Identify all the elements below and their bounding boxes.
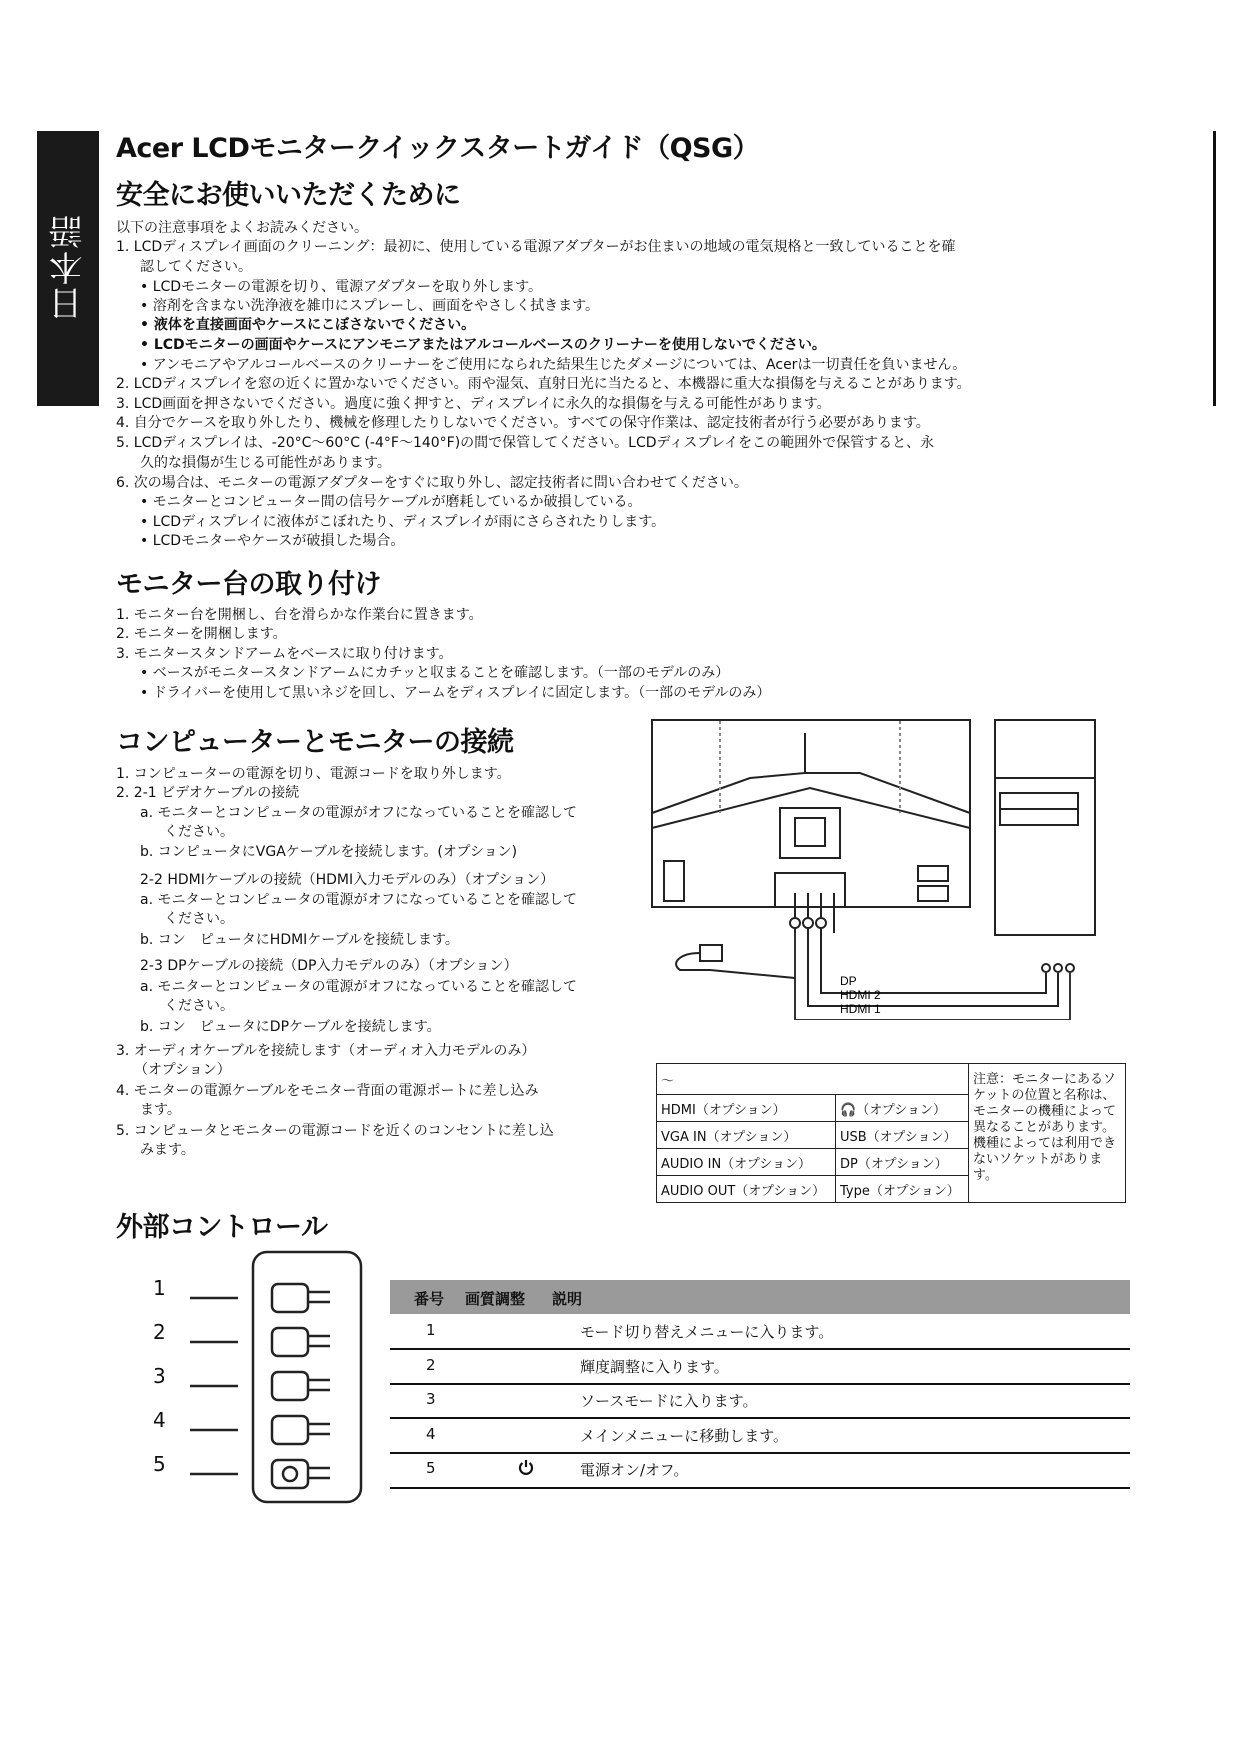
table-cell: DP（オプション） (836, 1149, 969, 1176)
list-item: 1. コンピューターの電源を切り、電源コードを取り外します。 (116, 766, 511, 782)
list-item: 3. LCD画面を押さないでください。過度に強く押すと、ディスプレイに永久的な損傷を与える可能性があります。 (116, 396, 831, 412)
button-number: 1 (153, 1276, 166, 1300)
list-item: 久的な損傷が生じる可能性があります。 (140, 455, 391, 471)
controls-heading: 外部コントロール (116, 1212, 328, 1243)
list-item: 2-2 HDMIケーブルの接続（HDMI入力モデルのみ）（オプション） (140, 872, 555, 888)
row-number: 3 (426, 1390, 436, 1408)
row-divider (390, 1417, 1130, 1419)
page-title: Acer LCDモニタークイックスタートガイド（QSG） (116, 133, 760, 164)
table-cell: 🎧（オプション） (836, 1095, 969, 1122)
list-item: • LCDモニターの電源を切り、電源アダプターを取り外します。 (140, 279, 542, 295)
list-item: 2. モニターを開梱します。 (116, 626, 287, 642)
row-number: 2 (426, 1356, 436, 1374)
button-number: 5 (153, 1452, 166, 1476)
list-item: a. モニターとコンピュータの電源がオフになっていることを確認して (140, 892, 578, 908)
power-adapter (700, 945, 722, 961)
socket-note: 注意：モニターにあるソケットの位置と名称は、モニターの機種によって異なることがあります。機種によっては利用できないソケットがあります。 (969, 1064, 1126, 1203)
table-cell: VGA IN（オプション） (657, 1122, 836, 1149)
pc-tower (995, 720, 1095, 935)
row-number: 5 (426, 1459, 436, 1477)
list-item: • アンモニアやアルコールベースのクリーナーをご使用になられた結果生じたダメージについては、Acerは一切責任を負いません。 (140, 357, 967, 373)
list-item: b. コンピュータにVGAケーブルを接続します。(オプション) (140, 844, 518, 860)
monitor-back-outline (652, 720, 970, 907)
list-item: 認してください。 (140, 259, 252, 275)
table-cell: AUDIO IN（オプション） (657, 1149, 836, 1176)
list-item: 3. オーディオケーブルを接続します（オーディオ入力モデルのみ） (116, 1043, 536, 1059)
cables (795, 893, 834, 963)
row-divider (390, 1348, 1130, 1350)
list-item: 2. LCDディスプレイを窓の近くに置かないでください。雨や湿気、直射日光に当たると、本機器に重大な損傷を与えることがあります。 (116, 376, 971, 392)
monitor-stand-lines (652, 733, 970, 813)
row-divider (390, 1383, 1130, 1385)
safety-intro: 以下の注意事項をよくお読みください。 (116, 220, 368, 236)
list-item: 1. LCDディスプレイ画面のクリーニング：最初に、使用している電源アダプターがお住まいの地域の電気規格と一致していることを確 (116, 239, 956, 255)
button-panel-diagram (150, 1250, 365, 1505)
list-item: • モニターとコンピューター間の信号ケーブルが磨耗しているか破損している。 (140, 494, 642, 510)
right-divider (1213, 131, 1216, 406)
table-cell: Type（オプション） (836, 1176, 969, 1203)
list-item: ください。 (164, 998, 234, 1014)
stand-heading: モニター台の取り付け (116, 569, 381, 600)
list-item: • LCDモニターの画面やケースにアンモニアまたはアルコールベースのクリーナーを使用しないでください。 (140, 337, 826, 353)
socket-table (656, 1063, 1126, 1203)
list-item: みます。 (140, 1142, 195, 1158)
button-number: 2 (153, 1320, 166, 1344)
power-icon (518, 1459, 534, 1475)
list-item: ください。 (164, 824, 234, 840)
language-tab (37, 131, 99, 406)
list-item: 4. 自分でケースを取り外したり、機械を修理したりしないでください。すべての保守作業は、認定技術者が行う必要があります。 (116, 415, 930, 431)
row-description: モード切り替えメニューに入ります。 (580, 1323, 834, 1341)
row-description: 輝度調整に入ります。 (580, 1358, 729, 1376)
table-cell: AUDIO OUT（オプション） (657, 1176, 836, 1203)
list-item: ます。 (140, 1102, 181, 1118)
list-item: • ドライバーを使用して黒いネジを回し、アームをディスプレイに固定します。（一部のモデルのみ） (140, 685, 771, 701)
language-label: 日本語 (48, 213, 89, 321)
list-item: • 溶剤を含まない洗浄液を雑巾にスプレーし、画面をやさしく拭きます。 (140, 298, 600, 314)
list-item: 3. モニタースタンドアームをベースに取り付けます。 (116, 646, 453, 662)
table-cell: HDMI（オプション） (657, 1095, 836, 1122)
list-item: 5. LCDディスプレイは、-20°C～60°C (-4°F～140°F)の間で保管してください。LCDディスプレイをこの範囲外で保管すると、永 (116, 435, 935, 451)
list-item: • LCDディスプレイに液体がこぼれたり、ディスプレイが雨にさらされたりします。 (140, 514, 666, 530)
headphone-icon: 🎧 (840, 1102, 857, 1118)
button-number: 4 (153, 1408, 166, 1432)
list-item: • LCDモニターやケースが破損した場合。 (140, 533, 405, 549)
row-number: 4 (426, 1425, 436, 1443)
row-divider (390, 1452, 1130, 1454)
list-item: （オプション） (134, 1062, 231, 1078)
list-item: b. コン ピュータにHDMIケーブルを接続します。 (140, 932, 459, 948)
list-item: • ベースがモニタースタンドアームにカチッと収まることを確認します。（一部のモデルのみ） (140, 665, 730, 681)
label-hdmi1: HDMI 1 (840, 1002, 881, 1016)
connect-heading: コンピューターとモニターの接続 (116, 727, 514, 758)
safety-heading: 安全にお使いいただくために (116, 180, 461, 211)
list-item: ください。 (164, 911, 234, 927)
list-item: 6. 次の場合は、モニターの電源アダプターをすぐに取り外し、認定技術者に問い合わせてください。 (116, 475, 748, 491)
list-item: 2. 2-1 ビデオケーブルの接続 (116, 785, 300, 801)
list-item: b. コン ピュータにDPケーブルを接続します。 (140, 1019, 441, 1035)
row-description: メインメニューに移動します。 (580, 1427, 789, 1445)
list-item: a. モニターとコンピュータの電源がオフになっていることを確認して (140, 805, 578, 821)
list-item: 1. モニター台を開梱し、台を滑らかな作業台に置きます。 (116, 607, 483, 623)
button-block (664, 861, 684, 901)
connection-diagram (650, 718, 1125, 1020)
button-number: 3 (153, 1364, 166, 1388)
row-description: ソースモードに入ります。 (580, 1392, 758, 1410)
column-header: 画質調整 (465, 1290, 526, 1308)
column-header: 番号 (414, 1290, 445, 1308)
table-header-cell: ～ (657, 1064, 969, 1095)
column-header: 説明 (552, 1290, 583, 1308)
list-item: 2-3 DPケーブルの接続（DP入力モデルのみ）（オプション） (140, 958, 518, 974)
label-hdmi2: HDMI 2 (840, 988, 881, 1002)
list-item: 5. コンピュータとモニターの電源コードを近くのコンセントに差し込 (116, 1123, 554, 1139)
list-item: • 液体を直接画面やケースにこぼさないでください。 (140, 317, 476, 333)
row-divider (390, 1487, 1130, 1489)
label-dp: DP (840, 974, 857, 988)
controls-table-header (390, 1280, 1130, 1314)
table-cell: USB（オプション） (836, 1122, 969, 1149)
row-description: 電源オン/オフ。 (580, 1461, 689, 1479)
list-item: a. モニターとコンピュータの電源がオフになっていることを確認して (140, 979, 578, 995)
row-number: 1 (426, 1321, 436, 1339)
list-item: 4. モニターの電源ケーブルをモニター背面の電源ポートに差し込み (116, 1083, 539, 1099)
